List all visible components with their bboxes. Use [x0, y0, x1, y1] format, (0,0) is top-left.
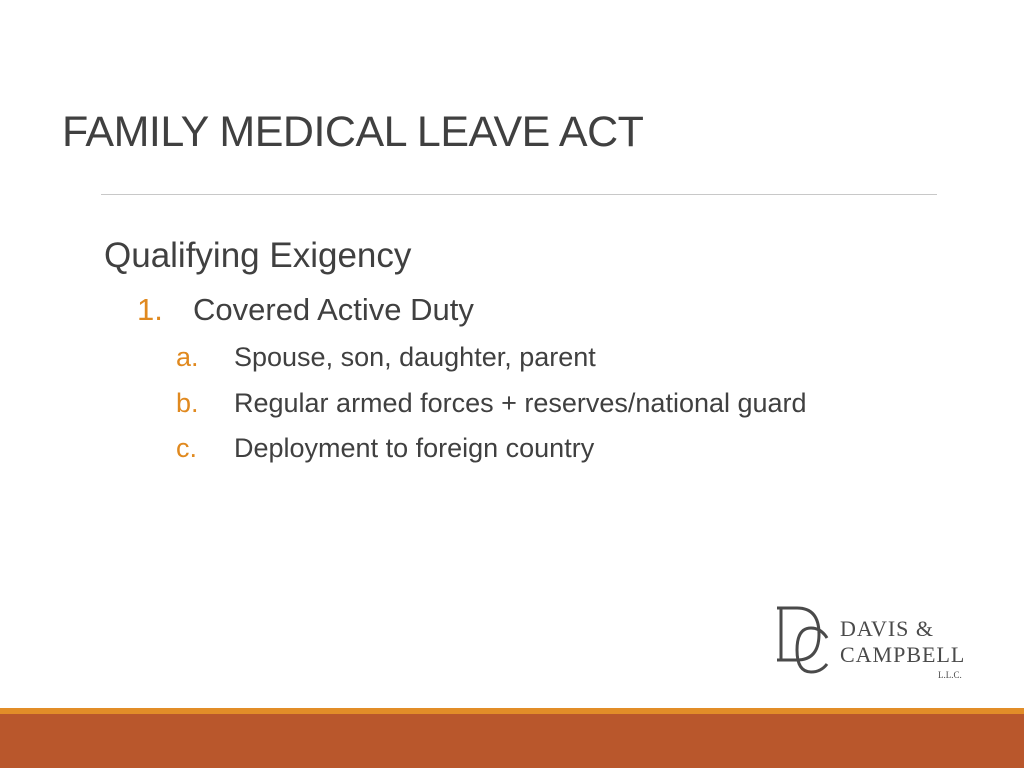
company-logo [775, 598, 980, 684]
slide-title: FAMILY MEDICAL LEAVE ACT [62, 108, 644, 156]
list-item-text: Spouse, son, daughter, parent [234, 342, 596, 372]
logo-line-1: DAVIS & [840, 616, 935, 641]
list-marker: 1. [137, 292, 163, 327]
list-item-text: Covered Active Duty [193, 292, 474, 327]
list-marker: b. [176, 388, 199, 418]
dc-monogram-icon [775, 602, 835, 682]
list-marker: c. [176, 433, 198, 463]
title-divider [101, 194, 937, 195]
logo-line-2: CAMPBELL [840, 642, 966, 667]
footer-bar [0, 714, 1024, 768]
list-marker: a. [176, 342, 199, 372]
section-heading: Qualifying Exigency [104, 236, 412, 275]
list-item-text: Regular armed forces + reserves/national guard [234, 388, 807, 418]
list-item-text: Deployment to foreign country [234, 433, 595, 463]
logo-line-3: L.L.C. [938, 670, 962, 680]
